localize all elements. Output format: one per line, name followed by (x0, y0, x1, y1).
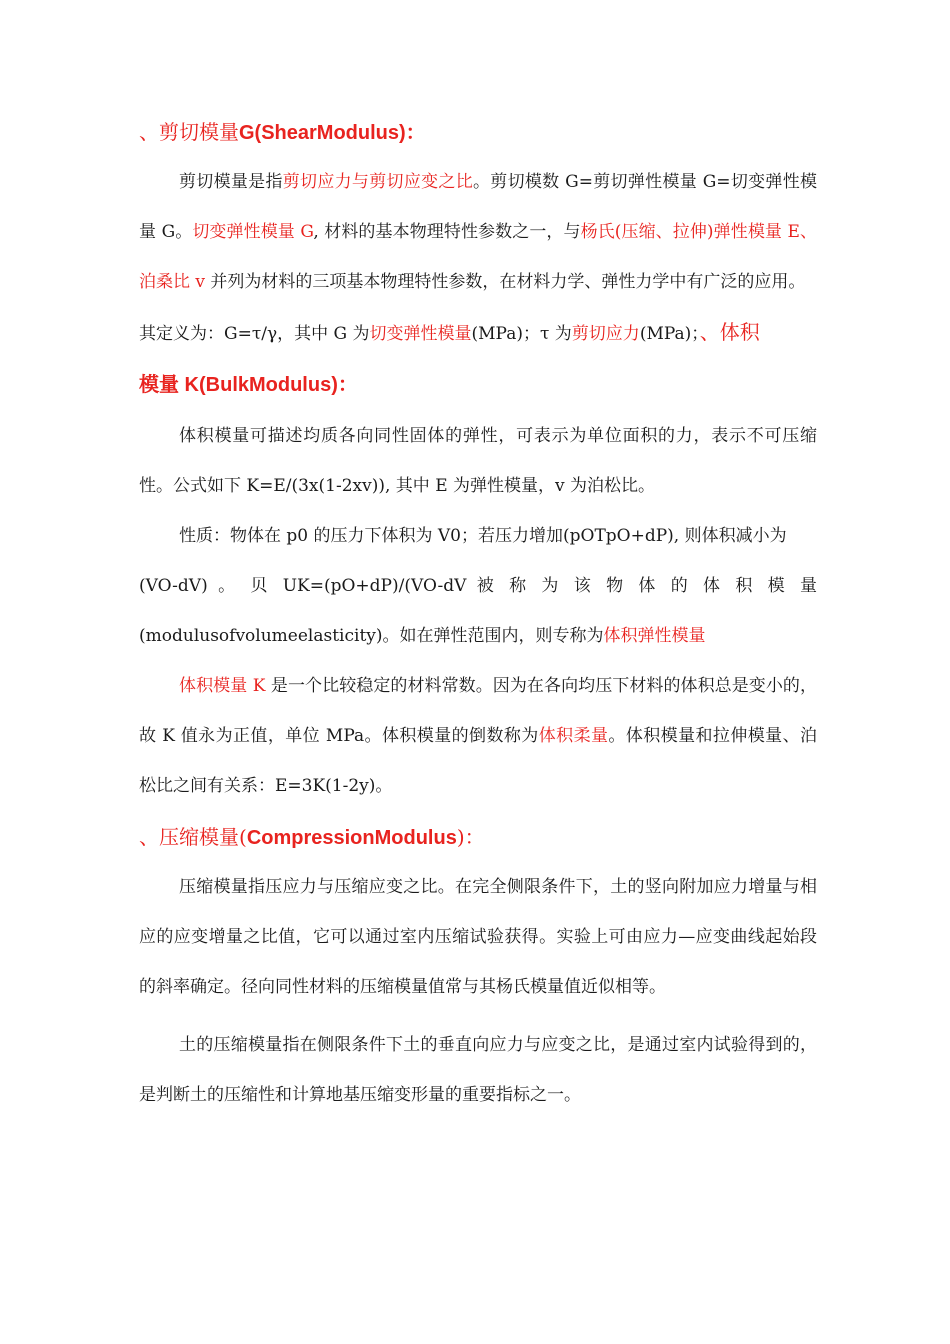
bulk-paragraph-2-line-3 (139, 611, 817, 661)
shear-modulus-heading (139, 112, 817, 153)
bulk-paragraph-1: 体积模量可描述均质各向同性固体的弹性，可表示为单位面积的力，表示不可压缩性。公式如下 K=E/(3x(1-2xv)), 其中 E 为弹性模量，v 为泊松比。 (139, 426, 817, 496)
text-run: (MPa)； (639, 324, 700, 344)
compression-heading-prefix: 、压缩模量( (139, 825, 247, 849)
highlight-term: 切变弹性模量 G (192, 222, 314, 242)
compression-paragraph-2: 土的压缩模量指在侧限条件下土的垂直向应力与应变之比，是通过室内试验得到的，是判断土的压缩性和计算地基压缩变形量的重要指标之一。 (139, 1035, 817, 1105)
bulk-heading-term: 模量 K(BulkModulus)： (139, 374, 358, 396)
text-run: (MPa)；τ 为 (471, 324, 572, 344)
shear-heading-term: G(ShearModulus)： (239, 122, 426, 144)
highlight-term: 剪切应力与剪切应变之比 (282, 172, 473, 192)
text-run: 剪切模量是指 (179, 172, 283, 192)
shear-definition (139, 307, 817, 411)
highlight-term: 体积柔量 (538, 726, 609, 746)
compression-modulus-heading (139, 817, 817, 858)
bulk-heading-prefix: 、体积 (699, 320, 760, 344)
highlight-term: 体积弹性模量 (603, 626, 706, 646)
highlight-term: 切变弹性模量 (369, 324, 472, 344)
bulk-paragraph-2-line-2: (VO-dV) 。 贝 UK=(pO+dP)/(VO-dV 被 称 为 该 物 体 的 体 积 模 量 (139, 576, 817, 596)
text-run: 。体积模量和拉伸模量、泊松比之间有关系：E=3K(1-2y)。 (139, 726, 817, 796)
text-run: 是一个比较稳定的材料常数。因为在各向均压下材料的体积总是变小的，故 K 值永为正值，单位 MPa。体积模量的倒数称为 (139, 676, 818, 746)
highlight-term: 体积模量 K (179, 676, 266, 696)
shear-heading-prefix: 、剪切模量 (139, 120, 239, 144)
text-run: 其定义为：G=τ/γ，其中 G 为 (139, 324, 370, 344)
bulk-paragraph-2-line-1: 性质：物体在 p0 的压力下体积为 V0；若压力增加(pOTpO+dP), 则体积减小为 (179, 526, 787, 546)
document-page (139, 112, 817, 1120)
compression-heading-term: CompressionModulus (246, 827, 457, 849)
text-run: , 材料的基本物理特性参数之一，与 (313, 222, 581, 242)
highlight-term: 杨氏(压缩、拉伸)弹性模量 E、泊桑比 v (139, 222, 818, 292)
text-run: (modulusofvolumeelasticity)。如在弹性范围内，则专称为 (139, 626, 604, 646)
compression-paragraph-1: 压缩模量指压应力与压缩应变之比。在完全侧限条件下，土的竖向附加应力增量与相应的应变增量之比值，它可以通过室内压缩试验获得。实验上可由应力—应变曲线起始段的斜率确定。径向同性材料的压缩模量值常与其杨氏模量值近似相等。 (139, 877, 817, 997)
highlight-term: 剪切应力 (571, 324, 640, 344)
shear-paragraph (139, 157, 817, 307)
bulk-paragraph-3 (139, 661, 817, 811)
text-run: 。剪切模数 G=剪切弹性模量 G=切变弹性模量 G。 (139, 172, 817, 242)
compression-heading-suffix: )： (456, 825, 485, 849)
text-run: 并列为材料的三项基本物理特性参数，在材料力学、弹性力学中有广泛的应用。 (205, 272, 806, 292)
